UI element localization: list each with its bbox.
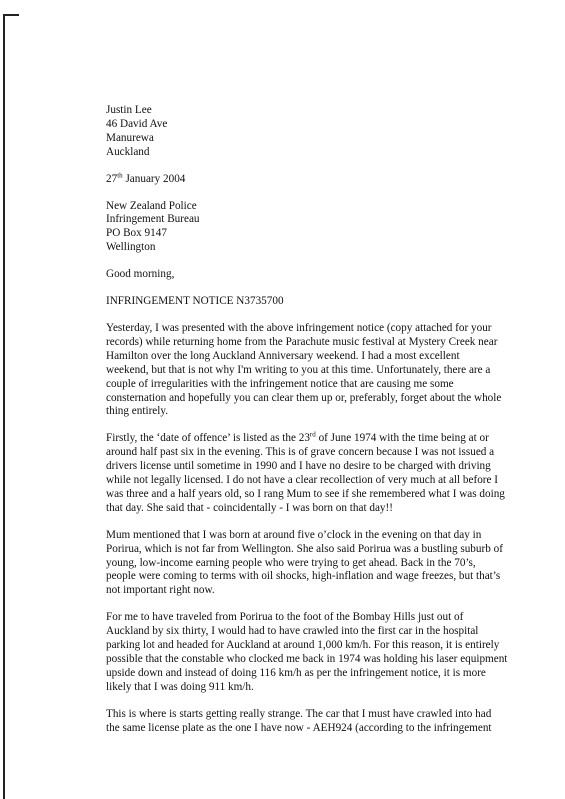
crop-mark-horizontal [3,14,19,16]
body-line: Yesterday, I was presented with the above infringement notice (copy attached for your [106,321,492,334]
body-line [106,432,538,446]
body-line: This is where is starts getting really strange. The car that I must have crawled into had [106,707,492,720]
date-suffix: th [117,170,123,179]
body-line: weekend, but that is not why I'm writing to you at this time. Unfortunately, there are a [106,363,491,376]
sender-street: 46 David Ave [106,117,168,130]
body-text: Firstly, the ‘date of offence’ is listed as the 23 [106,432,310,445]
sender-name: Justin Lee [106,104,152,116]
recipient-line: Infringement Bureau [106,213,200,226]
body-line: while not legally licensed. I do not have a clear recollection of very much at all before I [106,474,499,487]
body-line: consternation and hopefully you can clear them up or, preferably, forget about the whole [106,391,502,404]
letter-date [106,170,538,187]
date-day: 27 [106,172,118,185]
sender-address [106,104,538,160]
body-text: of June 1974 with the time being at or [315,432,489,445]
paragraph-3 [106,529,538,599]
recipient-address [106,200,538,256]
body-line: the same license plate as the one I have now - AEH924 (according to the infringement [106,721,492,734]
body-line: thing entirely. [106,405,169,418]
body-line: young, low-income earning people who were trying to get ahead. Back in the 70’s, [106,556,476,569]
body-line: not important right now. [106,584,215,597]
body-line: records) while returning home from the Parachute music festival at Mystery Creek near [106,335,498,348]
body-line: possible that the constable who clocked me back in 1974 was holding his laser equipment [106,653,508,665]
paragraph-1 [106,322,538,419]
body-line: Hamilton over the long Auckland Anniversary weekend. I had a most excellent [106,349,460,362]
body-line: around half past six in the evening. This is of grave concern because I was not issued a [106,446,495,459]
paragraph-4 [106,611,538,694]
body-line: likely that I was doing 911 km/h. [106,680,254,693]
body-line: For me to have traveled from Porirua to the foot of the Bombay Hills just out of [106,611,464,624]
body-line: that day. She said that - coincidentally - I was born on that day!! [106,501,393,514]
body-line: upside down and instead of doing 116 km/h as per the infringement notice, it is more [106,666,486,679]
recipient-line: New Zealand Police [106,199,197,212]
crop-mark-vertical [3,14,5,799]
greeting: Good morning, [106,268,175,281]
ordinal-suffix: rd [309,430,316,439]
body-line: drivers license until sometime in 1990 and I have no desire to be charged with driving [106,460,491,473]
paragraph-5 [106,708,538,736]
date-rest: January 2004 [122,172,186,185]
recipient-line: PO Box 9147 [106,227,167,240]
sender-city: Auckland [106,145,150,158]
body-line: people were coming to terms with oil shocks, high-inflation and wage freezes, but that’s [106,570,501,583]
body-line: Auckland by six thirty, I would had to have crawled into the first car in the hospital [106,625,479,638]
sender-suburb: Manurewa [106,131,154,144]
body-line: Mum mentioned that I was born at around five o’clock in the evening on that day in [106,528,482,541]
letter-page [106,104,538,749]
recipient-line: Wellington [106,241,156,254]
body-line: Porirua, which is not far from Wellington. She also said Porirua was a bustling suburb of [106,542,503,555]
body-line: parking lot and headed for Auckland at around 1,000 km/h. For this reason, it is entirely [106,639,500,652]
paragraph-2 [106,432,538,515]
body-line: couple of irregularities with the infringement notice that are causing me some [106,377,454,390]
subject-line: INFRINGEMENT NOTICE N3735700 [106,295,284,308]
body-line: was three and a half years old, so I rang Mum to see if she remembered what I was doing [106,487,505,500]
